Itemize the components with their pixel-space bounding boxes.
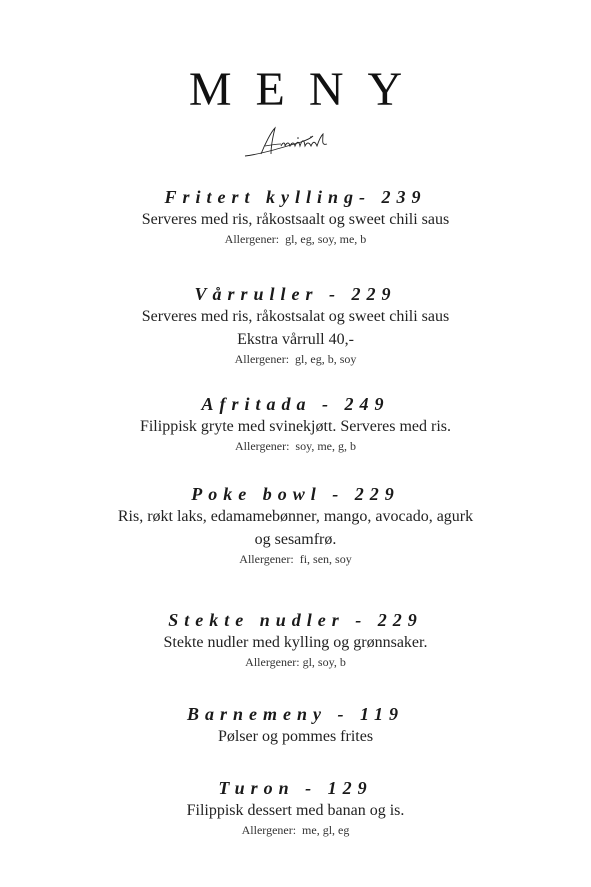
allergens-value: gl, soy, b bbox=[302, 655, 346, 669]
item-description: Serveres med ris, råkostsalat og sweet chili saus bbox=[141, 308, 450, 325]
menu-item-fritert-kylling bbox=[0, 186, 591, 247]
item-separator: - bbox=[332, 484, 345, 504]
item-allergens bbox=[0, 551, 591, 567]
item-name: Poke bowl bbox=[191, 484, 322, 504]
item-price: 249 bbox=[344, 394, 390, 414]
item-price: 239 bbox=[381, 187, 427, 207]
menu-item-afritada bbox=[0, 393, 591, 454]
item-separator: - bbox=[359, 187, 371, 207]
menu-item-title bbox=[0, 609, 591, 631]
item-name: Stekte nudler bbox=[168, 610, 345, 630]
item-allergens bbox=[0, 822, 591, 838]
item-separator: - bbox=[329, 284, 342, 304]
item-name: Turon bbox=[218, 778, 295, 798]
menu-item-poke-bowl bbox=[0, 483, 591, 567]
item-description: Ris, røkt laks, edamamebønner, mango, avocado, agurk bbox=[117, 508, 474, 525]
menu-item-turon bbox=[0, 777, 591, 838]
allergens-value: me, gl, eg bbox=[302, 823, 350, 837]
menu-subtitle bbox=[0, 124, 591, 168]
item-description-cont: og sesamfrø. bbox=[254, 531, 337, 548]
item-description: Pølser og pommes frites bbox=[217, 728, 374, 745]
item-description: Filippisk dessert med banan og is. bbox=[186, 802, 405, 819]
menu-item-title bbox=[0, 777, 591, 799]
item-description: Filippisk gryte med svinekjøtt. Serveres med ris. bbox=[139, 418, 452, 435]
menu-item-title bbox=[0, 186, 591, 208]
menu-item-title bbox=[0, 283, 591, 305]
item-separator: - bbox=[355, 610, 368, 630]
item-description: Serveres med ris, råkostsaalt og sweet chili saus bbox=[141, 211, 450, 228]
item-description: Stekte nudler med kylling og grønnsaker. bbox=[163, 634, 428, 651]
item-separator: - bbox=[322, 394, 334, 414]
item-allergens bbox=[0, 654, 591, 670]
item-price: 229 bbox=[351, 284, 397, 304]
item-allergens bbox=[0, 351, 591, 367]
allergens-value: fi, sen, soy bbox=[299, 552, 352, 566]
menu-item-title bbox=[0, 393, 591, 415]
allergens-label: Allergener: bbox=[235, 439, 290, 453]
menu-item-title bbox=[0, 483, 591, 505]
menu-item-title bbox=[0, 703, 591, 725]
item-name: Vårruller bbox=[194, 284, 319, 304]
menu-item-barnemeny bbox=[0, 703, 591, 748]
allergens-label: Allergener: bbox=[241, 823, 297, 837]
menu-title: MENY bbox=[188, 63, 427, 116]
allergens-label: Allergener: bbox=[245, 655, 300, 669]
item-price: 229 bbox=[377, 610, 423, 630]
item-price: 119 bbox=[360, 704, 405, 724]
item-price: 229 bbox=[354, 484, 400, 504]
allergens-label: Allergener: bbox=[224, 232, 280, 246]
item-allergens bbox=[0, 438, 591, 454]
item-separator: - bbox=[305, 778, 318, 798]
item-name: Fritert kylling bbox=[164, 187, 359, 207]
menu-item-stekte-nudler bbox=[0, 609, 591, 670]
item-allergens bbox=[0, 231, 591, 247]
allergens-label: Allergener: bbox=[239, 552, 294, 566]
script-subtitle-logo bbox=[241, 124, 351, 164]
item-price: 129 bbox=[327, 778, 373, 798]
item-name: Barnemeny bbox=[186, 704, 327, 724]
item-separator: - bbox=[337, 704, 350, 724]
item-name: Afritada bbox=[201, 394, 312, 414]
allergens-value: gl, eg, soy, me, b bbox=[285, 232, 367, 246]
allergens-value: gl, eg, b, soy bbox=[295, 352, 357, 366]
allergens-value: soy, me, g, b bbox=[295, 439, 356, 453]
allergens-label: Allergener: bbox=[234, 352, 290, 366]
menu-item-varruller bbox=[0, 283, 591, 367]
item-description-extra: Ekstra vårrull 40,- bbox=[237, 331, 354, 348]
